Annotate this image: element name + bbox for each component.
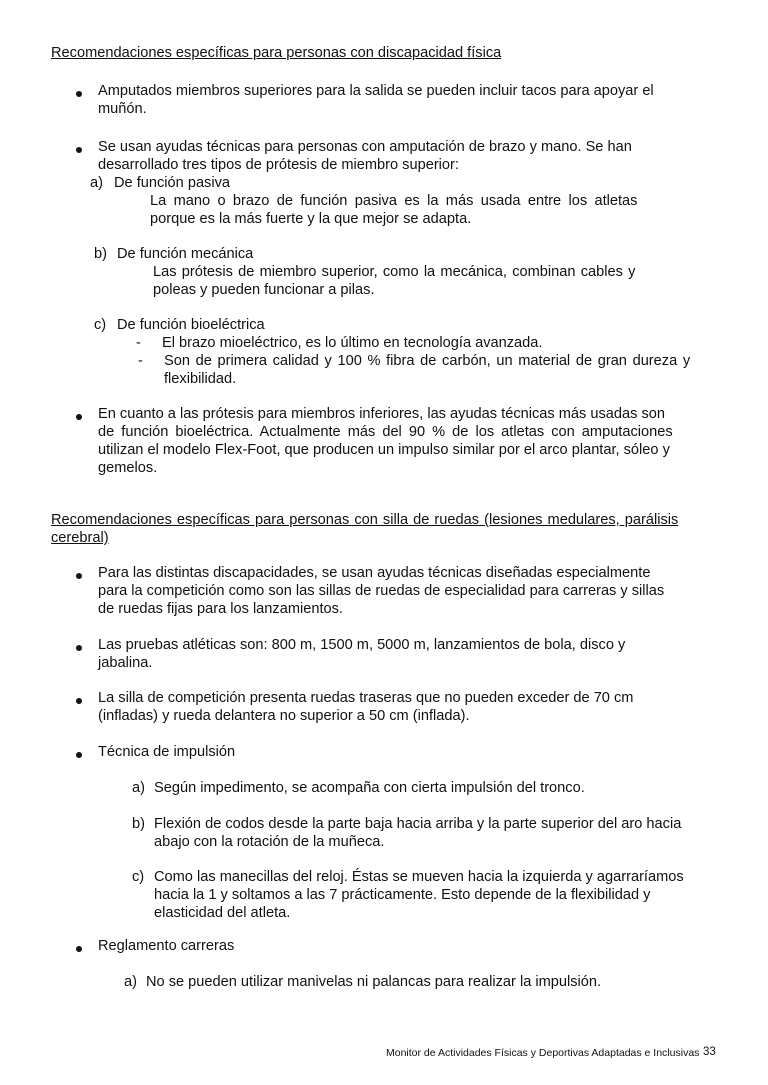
- dash-marker: -: [136, 335, 141, 351]
- paragraph-line: Las prótesis de miembro superior, como la mecánica, combinan cables y: [153, 264, 636, 280]
- subitem-title: De función mecánica: [117, 246, 254, 262]
- list-marker: a): [132, 780, 145, 796]
- paragraph-line: Son de primera calidad y 100 % fibra de carbón, un material de gran dureza y: [164, 353, 691, 369]
- paragraph-line: No se pueden utilizar manivelas ni palancas para realizar la impulsión.: [146, 974, 602, 990]
- paragraph-line: Las pruebas atléticas son: 800 m, 1500 m, 5000 m, lanzamientos de bola, disco y: [98, 637, 626, 653]
- paragraph-line: para la competición como son las sillas de ruedas de especialidad para carreras y sillas: [98, 583, 665, 599]
- list-marker: b): [94, 246, 107, 262]
- subitem-title: De función pasiva: [114, 175, 231, 191]
- section-heading-wheelchair-cont: cerebral): [51, 530, 109, 546]
- paragraph-line: jabalina.: [98, 655, 153, 671]
- paragraph-line: Según impedimento, se acompaña con cierta impulsión del tronco.: [154, 780, 585, 796]
- bullet-icon: [76, 414, 82, 420]
- paragraph-line: Se usan ayudas técnicas para personas con amputación de brazo y mano. Se han: [98, 139, 632, 155]
- paragraph-line: La silla de competición presenta ruedas traseras que no pueden exceder de 70 cm: [98, 690, 634, 706]
- paragraph-line: El brazo mioeléctrico, es lo último en tecnología avanzada.: [162, 335, 543, 351]
- dash-marker: -: [138, 353, 143, 369]
- footer-title: Monitor de Actividades Físicas y Deportivas Adaptadas e Inclusivas: [386, 1047, 700, 1059]
- list-marker: a): [124, 974, 137, 990]
- paragraph-line: porque es la más fuerte y la que mejor se adapta.: [150, 211, 472, 227]
- bullet-icon: [76, 573, 82, 579]
- paragraph-line: gemelos.: [98, 460, 158, 476]
- paragraph-line: Flexión de codos desde la parte baja hacia arriba y la parte superior del aro hacia: [154, 816, 682, 832]
- paragraph-line: muñón.: [98, 101, 147, 117]
- paragraph-line: de función bioeléctrica. Actualmente más del 90 % de los atletas con amputaciones: [98, 424, 673, 440]
- bullet-icon: [76, 645, 82, 651]
- bullet-icon: [76, 147, 82, 153]
- paragraph-line: Reglamento carreras: [98, 938, 235, 954]
- list-marker: c): [94, 317, 107, 333]
- paragraph-line: En cuanto a las prótesis para miembros inferiores, las ayudas técnicas más usadas son: [98, 406, 666, 422]
- paragraph-line: desarrollado tres tipos de prótesis de miembro superior:: [98, 157, 459, 173]
- subitem-title: De función bioeléctrica: [117, 317, 265, 333]
- bullet-icon: [76, 698, 82, 704]
- list-marker: c): [132, 869, 145, 885]
- bullet-icon: [76, 946, 82, 952]
- bullet-icon: [76, 752, 82, 758]
- paragraph-line: Como las manecillas del reloj. Éstas se mueven hacia la izquierda y agarraríamos: [154, 869, 684, 885]
- page-number: 33: [703, 1046, 716, 1058]
- paragraph-line: Técnica de impulsión: [98, 744, 236, 760]
- paragraph-line: La mano o brazo de función pasiva es la más usada entre los atletas: [150, 193, 638, 209]
- paragraph-line: abajo con la rotación de la muñeca.: [154, 834, 385, 850]
- paragraph-line: de ruedas fijas para los lanzamientos.: [98, 601, 343, 617]
- paragraph-line: flexibilidad.: [164, 371, 237, 387]
- paragraph-line: Para las distintas discapacidades, se usan ayudas técnicas diseñadas especialmente: [98, 565, 651, 581]
- paragraph-line: hacia la 1 y soltamos a las 7 prácticamente. Esto depende de la flexibilidad y: [154, 887, 651, 903]
- paragraph-line: (infladas) y rueda delantera no superior a 50 cm (inflada).: [98, 708, 470, 724]
- list-marker: b): [132, 816, 145, 832]
- list-marker: a): [90, 175, 103, 191]
- paragraph-line: poleas y pueden funcionar a pilas.: [153, 282, 375, 298]
- paragraph-line: utilizan el modelo Flex-Foot, que producen un impulso similar por el arco plantar, sóleo y: [98, 442, 670, 458]
- section-heading-wheelchair: Recomendaciones específicas para personas con silla de ruedas (lesiones medulares, parálisis: [51, 512, 679, 528]
- paragraph-line: Amputados miembros superiores para la salida se pueden incluir tacos para apoyar el: [98, 83, 654, 99]
- bullet-icon: [76, 91, 82, 97]
- paragraph-line: elasticidad del atleta.: [154, 905, 291, 921]
- section-heading-physical: Recomendaciones específicas para personas con discapacidad física: [51, 45, 502, 61]
